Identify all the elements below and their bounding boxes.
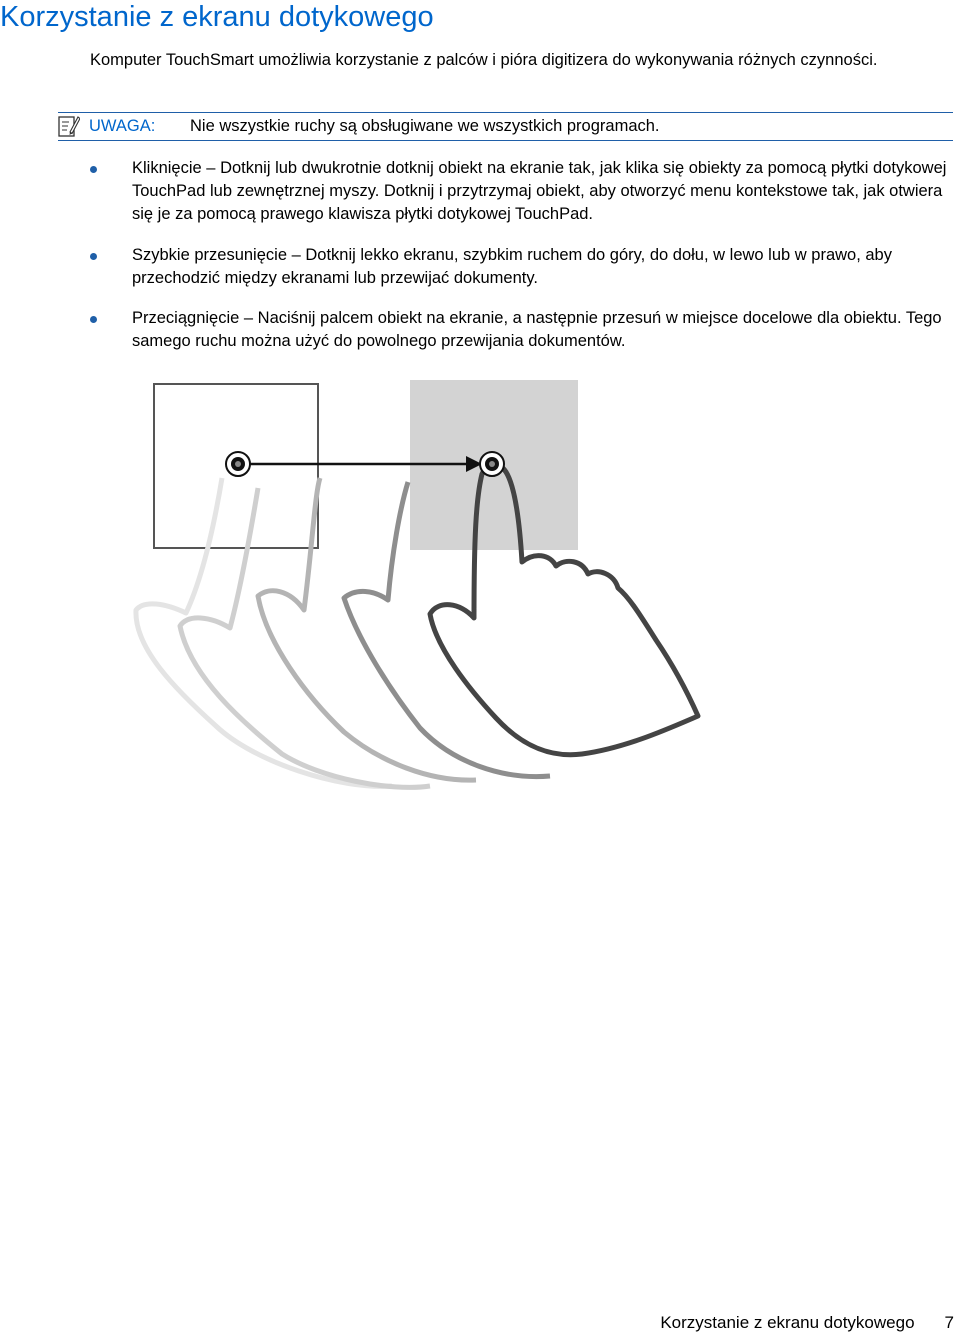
list-item [132,244,958,290]
page-title: Korzystanie z ekranu dotykowego [0,1,434,33]
bullet-dash: – [201,159,221,177]
note-box [58,112,953,141]
bullet-term: Kliknięcie [132,159,202,177]
bullet-dash: – [287,246,306,264]
footer-section-title: Korzystanie z ekranu dotykowego [660,1313,915,1332]
bullet-text: Naciśnij palcem obiekt na ekranie, a następnie przesuń w miejsce docelowe dla obiektu. Tego samego ruchu można użyć do powolnego przewijania dokumentów. [132,309,942,350]
page-number: 7 [944,1313,954,1332]
drag-gesture-illustration [130,378,750,798]
touch-point-start [226,452,250,476]
note-pencil-icon [58,114,80,138]
page-footer [660,1312,954,1334]
touch-point-end [480,452,504,476]
bullet-term: Przeciągnięcie [132,309,240,327]
list-item [132,157,958,226]
bullet-text: Dotknij lekko ekranu, szybkim ruchem do góry, do dołu, w lewo lub w prawo, aby przechodzić między ekranami lub przewijać dokumenty. [132,246,892,287]
note-label: UWAGA: [89,117,156,135]
bullet-term: Szybkie przesunięcie [132,246,287,264]
bullet-text: Dotknij lub dwukrotnie dotknij obiekt na ekranie tak, jak klika się obiekty za pomocą płytki dotykowej TouchPad lub zewnętrznej myszy. Dotknij i przytrzymaj obiekt, aby otworzyć menu kontekstowe tak, jak otwiera się je za pomocą prawego klawisza płytki dotykowej TouchPad. [132,159,947,223]
bullet-dash: – [239,309,258,327]
note-text: Nie wszystkie ruchy są obsługiwane we wszystkich programach. [190,117,660,135]
intro-paragraph: Komputer TouchSmart umożliwia korzystanie z palców i pióra digitizera do wykonywania różnych czynności. [90,51,878,69]
list-item [132,307,958,353]
